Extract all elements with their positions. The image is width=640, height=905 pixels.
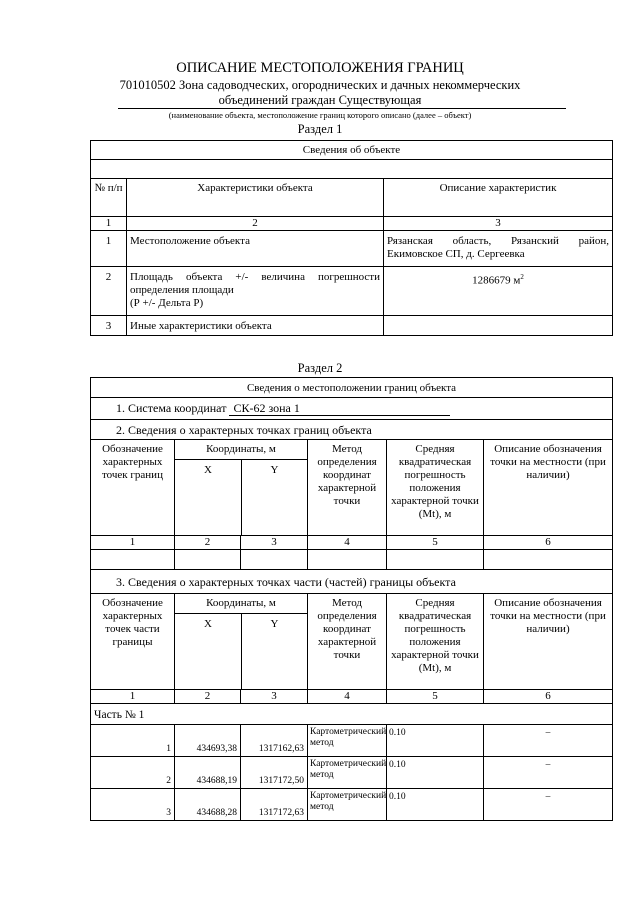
coords-header: Координаты, м X Y (175, 594, 308, 690)
point-x: 434688,28 (175, 789, 241, 821)
part-row (91, 704, 613, 725)
location-label: Местоположение объекта (127, 231, 384, 267)
table-row: 2 Площадь объекта +/- величина погрешности определения площади (Р +/- Дельта Р) 1286679 $м^2$ (91, 267, 613, 316)
other-char-value (384, 316, 613, 336)
section2-table (90, 377, 613, 821)
x-header: X (175, 614, 242, 689)
sub2-title: 2. Сведения о характерных точках границ объекта (91, 420, 613, 440)
point-description: – (484, 757, 613, 789)
designation-part-header: Обозначение характерных точек части границы (91, 594, 175, 690)
section1-title: Раздел 1 (297, 122, 343, 136)
point-number: 3 (91, 789, 175, 821)
point-number: 1 (91, 725, 175, 757)
section1-index-row: 1 2 3 (91, 217, 613, 231)
point-number: 2 (91, 757, 175, 789)
point-y: 1317162,63 (241, 725, 308, 757)
col-num-header: № п/п (91, 179, 127, 217)
point-x: 434688,19 (175, 757, 241, 789)
object-name-line1: 701010502 Зона садоводческих, огороднических и дачных некоммерческих (119, 78, 521, 92)
method-header: Метод определения координат характерной точки (308, 440, 387, 536)
col-desc-header: Описание характеристик (384, 179, 613, 217)
coord-system-value: СК-62 зона 1 (229, 402, 450, 416)
col-char-header: Характеристики объекта (127, 179, 384, 217)
y-header: Y (270, 618, 279, 630)
table-row (91, 789, 613, 821)
location-value: Рязанская область, Рязанский район, Екимовское СП, д. Сергеевка (384, 231, 613, 267)
section1-table (90, 140, 613, 336)
object-caption: (наименование объекта, местоположение границ которого описано (далее – объект) (168, 110, 472, 120)
coord-system-row (91, 398, 613, 420)
sub3-header-row (91, 594, 613, 690)
section1-title-row (91, 141, 613, 160)
sub2-header-row (91, 440, 613, 536)
sub3-title: 3. Сведения о характерных точках части (частей) границы объекта (91, 570, 613, 594)
section2-table-title: Сведения о местоположении границ объекта (91, 378, 613, 398)
coords-header: Координаты, м X Y (175, 440, 308, 536)
sub2-empty-row (91, 550, 613, 570)
description-header: Описание обозначения точки на местности (при наличии) (484, 594, 613, 690)
point-y: 1317172,63 (241, 789, 308, 821)
table-row (91, 725, 613, 757)
point-mt: 0.10 (387, 789, 484, 821)
point-method: Картометрический метод (308, 789, 387, 821)
accuracy-header: Средняя квадратическая погрешность положения характерной точки (Mt), м (387, 594, 484, 690)
point-mt: 0.10 (387, 725, 484, 757)
accuracy-header: Средняя квадратическая погрешность положения характерной точки (Mt), м (387, 440, 484, 536)
method-header: Метод определения координат характерной точки (308, 594, 387, 690)
other-char-label: Иные характеристики объекта (127, 316, 384, 336)
table-row (91, 757, 613, 789)
section2-title-row (91, 378, 613, 398)
table-row: 3 Иные характеристики объекта (91, 316, 613, 336)
y-header: Y (270, 464, 279, 476)
section1-empty-row (91, 160, 613, 179)
x-header: X (175, 460, 242, 535)
sub3-title-row (91, 570, 613, 594)
part-label: Часть № 1 (91, 704, 613, 725)
object-name-underline (118, 108, 566, 109)
sub2-index-row: 1 2 3 4 5 6 (91, 536, 613, 550)
sub2-title-row (91, 420, 613, 440)
section1-table-title: Сведения об объекте (91, 141, 613, 160)
document-title: ОПИСАНИЕ МЕСТОПОЛОЖЕНИЯ ГРАНИЦ (176, 60, 464, 76)
designation-header: Обозначение характерных точек границ (91, 440, 175, 536)
section1-header-row (91, 179, 613, 217)
point-y: 1317172,50 (241, 757, 308, 789)
point-method: Картометрический метод (308, 725, 387, 757)
point-description: – (484, 789, 613, 821)
point-mt: 0.10 (387, 757, 484, 789)
sub3-index-row: 1 2 3 4 5 6 (91, 690, 613, 704)
table-row: 1 Местоположение объекта Рязанская область, Рязанский район, Екимовское СП, д. Сергеевка (91, 231, 613, 267)
description-header: Описание обозначения точки на местности (при наличии) (484, 440, 613, 536)
section2-title: Раздел 2 (297, 361, 343, 375)
object-name-line2: объединений граждан Существующая (218, 93, 422, 107)
point-description: – (484, 725, 613, 757)
area-label: Площадь объекта +/- величина погрешности определения площади (Р +/- Дельта Р) (127, 267, 384, 316)
point-method: Картометрический метод (308, 757, 387, 789)
area-value: 1286679 $м^2$ (384, 267, 613, 316)
coord-system-label: 1. Система координат (116, 401, 227, 415)
point-x: 434693,38 (175, 725, 241, 757)
